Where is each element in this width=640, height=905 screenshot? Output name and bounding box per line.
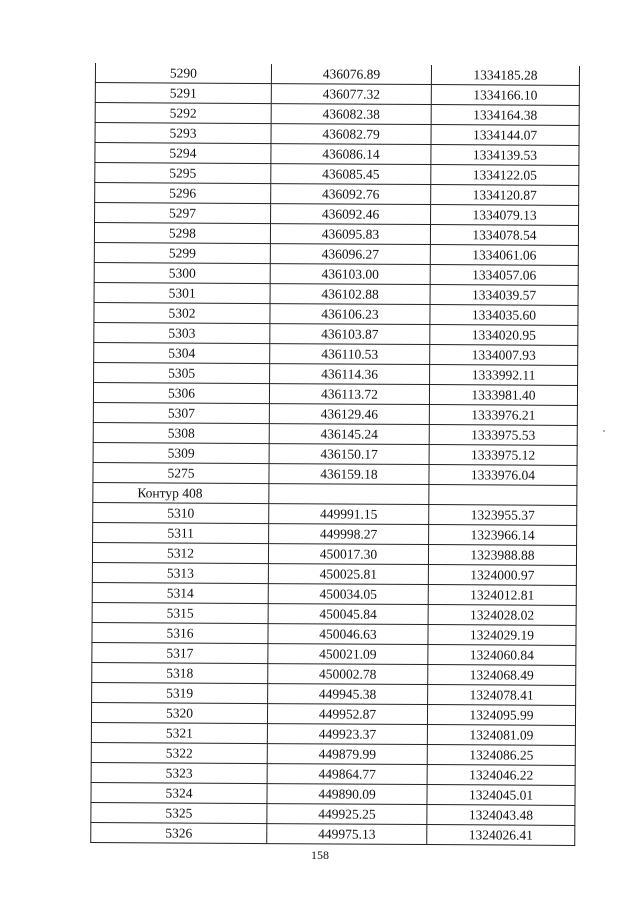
x-coordinate-cell: 436095.83 [270,224,430,245]
point-number-cell: 5275 [93,462,269,483]
x-coordinate-cell: 436092.46 [271,204,431,225]
y-coordinate-cell: 1334139.53 [431,145,579,166]
y-coordinate-cell: 1333992.11 [430,365,578,386]
coordinates-sheet [90,63,579,846]
point-number-cell: 5301 [94,282,270,303]
x-coordinate-cell: 450045.84 [268,604,428,625]
point-number-cell: 5297 [95,203,271,224]
x-coordinate-cell: 449923.37 [267,724,427,745]
x-coordinate-cell: 436092.76 [271,184,431,205]
y-coordinate-cell: 1334039.57 [430,285,578,306]
point-number-cell: 5303 [94,322,270,343]
page-number: 158 [311,848,329,862]
y-coordinate-cell: 1323988.88 [428,545,576,566]
table-row [91,822,575,845]
x-coordinate-cell: 436086.14 [271,144,431,165]
x-coordinate-cell: 449991.15 [269,504,429,525]
point-number-cell: 5305 [94,362,270,383]
contour-label: Контур 408 [93,482,269,503]
point-number-cell: 5318 [92,662,268,683]
x-coordinate-cell: 436103.87 [270,324,430,345]
x-coordinate-cell: 436150.17 [269,444,429,465]
x-coordinate-cell: 436103.00 [270,264,430,285]
x-coordinate-cell: 449945.38 [268,684,428,705]
x-coordinate-cell: 436114.36 [270,364,430,385]
point-number-cell: 5294 [95,143,271,164]
point-number-cell: 5295 [95,163,271,184]
x-coordinate-cell: 449864.77 [267,764,427,785]
y-coordinate-cell: 1324068.49 [428,665,576,686]
point-number-cell: 5315 [92,602,268,623]
y-coordinate-cell: 1324081.09 [427,725,575,746]
y-coordinate-cell: 1334120.87 [431,185,579,206]
point-number-cell: 5313 [92,562,268,583]
x-coordinate-cell: 449952.87 [267,704,427,725]
point-number-cell: 5324 [91,782,267,803]
point-number-cell: 5299 [94,242,270,263]
x-coordinate-cell: 449925.25 [267,804,427,825]
y-coordinate-cell: 1324029.19 [428,625,576,646]
y-coordinate-cell: 1324012.81 [428,585,576,606]
x-coordinate-cell: 450046.63 [268,624,428,645]
point-number-cell: 5291 [95,83,271,104]
y-coordinate-cell: 1324060.84 [428,645,576,666]
y-coordinate-cell: 1324078.41 [428,685,576,706]
x-coordinate-cell: 450021.09 [268,644,428,665]
x-coordinate-cell: 436082.79 [271,124,431,145]
point-number-cell: 5309 [93,442,269,463]
x-coordinate-cell: 450025.81 [268,564,428,585]
point-number-cell: 5312 [92,542,268,563]
contour-header-row [93,482,577,505]
x-coordinate-cell: 436129.46 [269,404,429,425]
point-number-cell: 5320 [91,702,267,723]
x-coordinate-cell: 436077.32 [271,84,431,105]
point-number-cell: 5325 [91,802,267,823]
y-coordinate-cell: 1334057.06 [430,265,578,286]
point-number-cell: 5307 [93,402,269,423]
point-number-cell: 5326 [91,822,267,843]
point-number-cell: 5290 [95,63,271,84]
y-coordinate-cell: 1334164.38 [431,105,579,126]
point-number-cell: 5314 [92,582,268,603]
point-number-cell: 5304 [94,342,270,363]
x-coordinate-cell: 436106.23 [270,304,430,325]
point-number-cell: 5293 [95,123,271,144]
coordinates-table-body [91,63,580,845]
y-coordinate-cell: 1324095.99 [427,705,575,726]
y-coordinate-cell: 1324086.25 [427,745,575,766]
empty-x-cell [269,484,429,505]
y-coordinate-cell: 1333975.12 [429,445,577,466]
x-coordinate-cell: 436145.24 [269,424,429,445]
y-coordinate-cell: 1323955.37 [429,505,577,526]
point-number-cell: 5321 [91,722,267,743]
y-coordinate-cell: 1334122.05 [431,165,579,186]
y-coordinate-cell: 1334035.60 [430,305,578,326]
y-coordinate-cell: 1324000.97 [428,565,576,586]
point-number-cell: 5300 [94,262,270,283]
x-coordinate-cell: 436110.53 [270,344,430,365]
point-number-cell: 5319 [92,682,268,703]
x-coordinate-cell: 436096.27 [270,244,430,265]
y-coordinate-cell: 1334185.28 [431,65,579,85]
x-coordinate-cell: 449998.27 [269,524,429,545]
x-coordinate-cell: 450002.78 [268,664,428,685]
y-coordinate-cell: 1333976.21 [429,405,577,426]
y-coordinate-cell: 1334020.95 [430,325,578,346]
x-coordinate-cell: 436113.72 [269,384,429,405]
y-coordinate-cell: 1334007.93 [430,345,578,366]
point-number-cell: 5317 [92,642,268,663]
x-coordinate-cell: 436159.18 [269,464,429,485]
point-number-cell: 5296 [95,183,271,204]
y-coordinate-cell: 1333976.04 [429,465,577,486]
point-number-cell: 5316 [92,622,268,643]
y-coordinate-cell: 1324045.01 [427,785,575,806]
point-number-cell: 5310 [93,502,269,523]
y-coordinate-cell: 1334144.07 [431,125,579,146]
y-coordinate-cell: 1324026.41 [427,825,575,846]
x-coordinate-cell: 449975.13 [267,824,427,845]
x-coordinate-cell: 450034.05 [268,584,428,605]
y-coordinate-cell: 1333981.40 [429,385,577,406]
y-coordinate-cell: 1334061.06 [430,245,578,266]
y-coordinate-cell: 1334079.13 [431,205,579,226]
point-number-cell: 5308 [93,422,269,443]
x-coordinate-cell: 436076.89 [271,64,431,84]
y-coordinate-cell: 1333975.53 [429,425,577,446]
point-number-cell: 5298 [94,223,270,244]
x-coordinate-cell: 436102.88 [270,284,430,305]
point-number-cell: 5323 [91,762,267,783]
x-coordinate-cell: 436082.38 [271,104,431,125]
coordinates-table [90,63,580,846]
x-coordinate-cell: 449890.09 [267,784,427,805]
point-number-cell: 5302 [94,302,270,323]
point-number-cell: 5306 [93,382,269,403]
point-number-cell: 5311 [93,522,269,543]
empty-y-cell [429,485,577,506]
x-coordinate-cell: 436085.45 [271,164,431,185]
y-coordinate-cell: 1324046.22 [427,765,575,786]
point-number-cell: 5322 [91,742,267,763]
y-coordinate-cell: 1324028.02 [428,605,576,626]
x-coordinate-cell: 450017.30 [268,544,428,565]
y-coordinate-cell: 1334166.10 [431,85,579,106]
y-coordinate-cell: 1324043.48 [427,805,575,826]
point-number-cell: 5292 [95,103,271,124]
scan-speck [603,430,605,432]
y-coordinate-cell: 1334078.54 [430,225,578,246]
y-coordinate-cell: 1323966.14 [429,525,577,546]
x-coordinate-cell: 449879.99 [267,744,427,765]
